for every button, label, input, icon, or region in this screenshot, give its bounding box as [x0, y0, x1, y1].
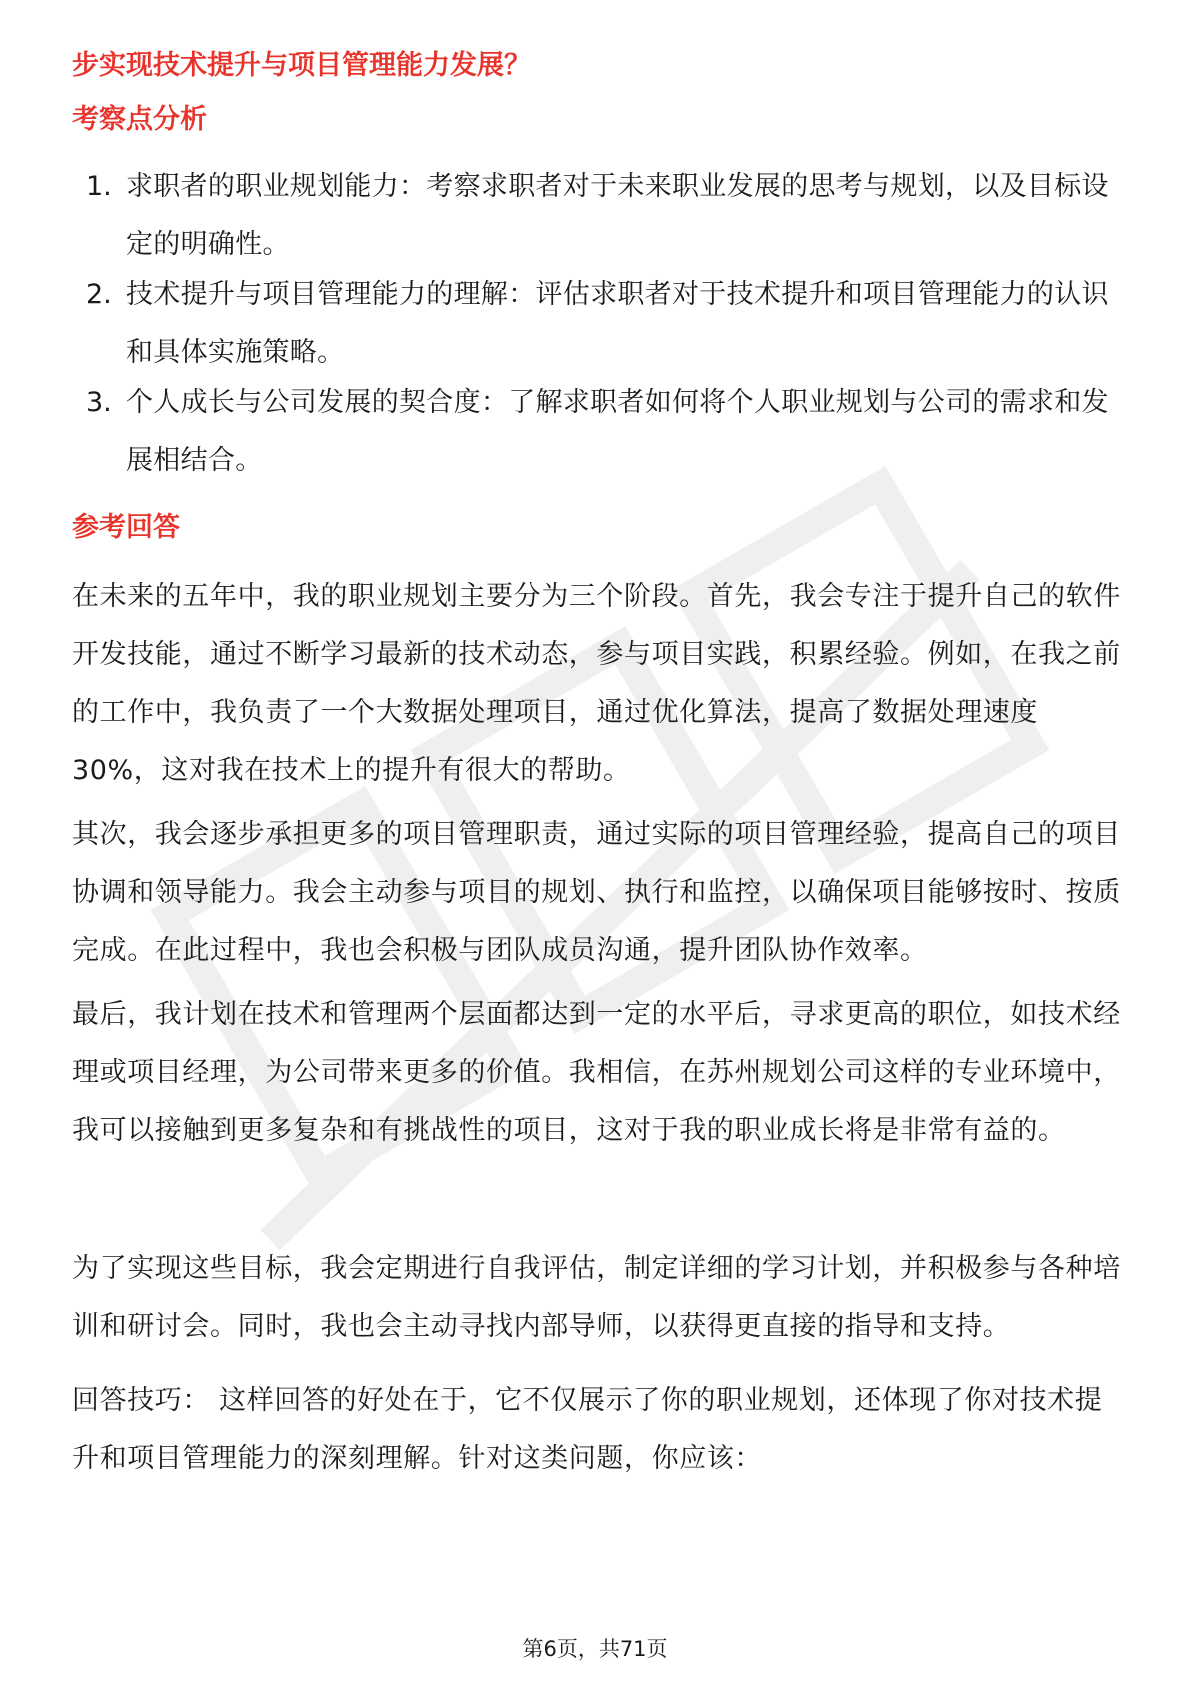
list-text: 技术提升与项目管理能力的理解：评估求职者对于技术提升和项目管理能力的认识和具体实施策略。 — [126, 279, 1109, 368]
answer-paragraph: 其次，我会逐步承担更多的项目管理职责，通过实际的项目管理经验，提高自己的项目协调和领导能力。我会主动参与项目的规划、执行和监控，以确保项目能够按时、按质完成。在此过程中，我也会积极与团队成员沟通，提升团队协作效率。 — [72, 819, 1121, 966]
question-heading: 步实现技术提升与项目管理能力发展？ — [72, 50, 531, 81]
list-number: 1. — [86, 171, 112, 202]
list-number: 3. — [86, 387, 112, 418]
answer-paragraph: 在未来的五年中，我的职业规划主要分为三个阶段。首先，我会专注于提升自己的软件开发技能，通过不断学习最新的技术动态，参与项目实践，积累经验。例如，在我之前的工作中，我负责了一个大数据处理项目，通过优化算法，提高了数据处理速度30%，这对我在技术上的提升有很大的帮助。 — [72, 581, 1121, 786]
answer-heading: 参考回答 — [72, 512, 180, 543]
page-footer: 第6页，共71页 — [522, 1637, 668, 1661]
list-number: 2. — [86, 279, 112, 310]
answer-paragraph: 为了实现这些目标，我会定期进行自我评估，制定详细的学习计划，并积极参与各种培训和研讨会。同时，我也会主动寻找内部导师，以获得更直接的指导和支持。 — [72, 1253, 1121, 1342]
answer-paragraph: 最后，我计划在技术和管理两个层面都达到一定的水平后，寻求更高的职位，如技术经理或项目经理，为公司带来更多的价值。我相信，在苏州规划公司这样的专业环境中，我可以接触到更多复杂和有挑战性的项目，这对于我的职业成长将是非常有益的。 — [72, 999, 1121, 1146]
list-text: 个人成长与公司发展的契合度：了解求职者如何将个人职业规划与公司的需求和发展相结合。 — [126, 387, 1109, 476]
answer-tips-paragraph: 回答技巧： 这样回答的好处在于，它不仅展示了你的职业规划，还体现了你对技术提升和项目管理能力的深刻理解。针对这类问题，你应该： — [72, 1385, 1103, 1474]
list-text: 求职者的职业规划能力：考察求职者对于未来职业发展的思考与规划，以及目标设定的明确性。 — [126, 171, 1109, 260]
analysis-heading: 考察点分析 — [72, 104, 207, 135]
